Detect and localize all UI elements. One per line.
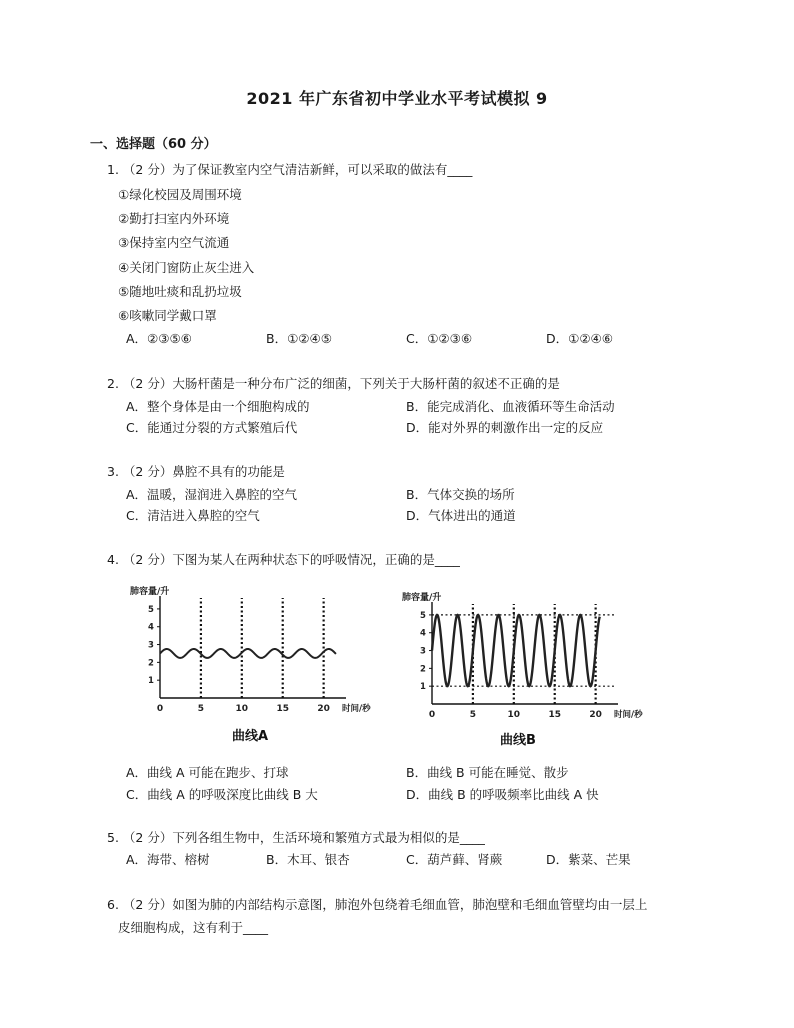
q1-option-d[interactable]: D．①②④⑥ bbox=[546, 331, 613, 346]
q1-item: ④关闭门窗防止灰尘进入 bbox=[118, 260, 255, 275]
y-tick-label: 5 bbox=[420, 610, 426, 621]
q5-option-c[interactable]: C．葫芦藓、肾蕨 bbox=[406, 852, 503, 867]
q4-stem: 4. （2 分）下图为某人在两种状态下的呼吸情况，正确的是____ bbox=[107, 552, 460, 567]
y-tick-label: 4 bbox=[148, 622, 154, 633]
y-tick-label: 5 bbox=[148, 604, 154, 615]
x-tick-label: 5 bbox=[197, 704, 205, 714]
section-heading: 一、选择题（60 分） bbox=[90, 137, 217, 152]
q1-item: ⑤随地吐痰和乱扔垃圾 bbox=[118, 284, 242, 299]
breathing-chart-b bbox=[402, 590, 643, 752]
q2-option-d[interactable]: D．能对外界的刺激作出一定的反应 bbox=[406, 420, 604, 435]
q3-option-c[interactable]: C．清洁进入鼻腔的空气 bbox=[126, 508, 260, 523]
q2-stem: 2. （2 分）大肠杆菌是一种分布广泛的细菌，下列关于大肠杆菌的叙述不正确的是 bbox=[107, 376, 560, 391]
y-tick-label: 3 bbox=[420, 646, 426, 657]
x-tick-label: 10 bbox=[235, 704, 249, 714]
q1-option-a[interactable]: A．②③⑤⑥ bbox=[126, 331, 192, 346]
q2-option-a[interactable]: A．整个身体是由一个细胞构成的 bbox=[126, 399, 310, 414]
q4-option-c[interactable]: C．曲线 A 的呼吸深度比曲线 B 大 bbox=[126, 787, 318, 802]
q5-stem: 5. （2 分）下列各组生物中，生活环境和繁殖方式最为相似的是____ bbox=[107, 830, 485, 845]
chart-title: 曲线A bbox=[231, 729, 269, 744]
q5-option-d[interactable]: D．紫菜、芒果 bbox=[546, 852, 631, 867]
y-tick-label: 2 bbox=[148, 658, 154, 669]
x-axis-label: 时间/秒 bbox=[342, 704, 371, 714]
q5-option-b[interactable]: B．木耳、银杏 bbox=[266, 852, 350, 867]
y-tick-label: 1 bbox=[148, 676, 154, 687]
q3-stem: 3. （2 分）鼻腔不具有的功能是 bbox=[107, 464, 285, 479]
q2-option-c[interactable]: C．能通过分裂的方式繁殖后代 bbox=[126, 420, 298, 435]
q1-item: ⑥咳嗽同学戴口罩 bbox=[118, 308, 217, 323]
q3-option-a[interactable]: A．温暖，湿润进入鼻腔的空气 bbox=[126, 487, 298, 502]
breathing-curve bbox=[160, 649, 336, 658]
x-tick-label: 20 bbox=[589, 710, 602, 720]
q6-stem-line2: 皮细胞构成，这有利于____ bbox=[118, 920, 269, 935]
y-tick-label: 2 bbox=[420, 664, 426, 675]
chart-title: 曲线B bbox=[500, 733, 536, 748]
q1-stem: 1. （2 分）为了保证教室内空气清洁新鲜，可以采取的做法有____ bbox=[107, 162, 473, 177]
q1-option-c[interactable]: C．①②③⑥ bbox=[406, 331, 473, 346]
breathing-chart-a bbox=[118, 582, 371, 750]
y-tick-label: 4 bbox=[420, 628, 426, 639]
q5-option-a[interactable]: A．海带、榕树 bbox=[126, 852, 210, 867]
q4-option-b[interactable]: B．曲线 B 可能在睡觉、散步 bbox=[406, 765, 569, 780]
q1-item: ③保持室内空气流通 bbox=[118, 235, 230, 250]
q1-option-b[interactable]: B．①②④⑤ bbox=[266, 331, 332, 346]
x-tick-label: 20 bbox=[317, 704, 330, 714]
q1-item: ①绿化校园及周围环境 bbox=[118, 187, 242, 202]
q3-option-d[interactable]: D．气体进出的通道 bbox=[406, 508, 516, 523]
q2-option-b[interactable]: B．能完成消化、血液循环等生命活动 bbox=[406, 399, 615, 414]
x-tick-label: 15 bbox=[548, 710, 561, 720]
q3-option-b[interactable]: B．气体交换的场所 bbox=[406, 487, 515, 502]
x-tick-label: 5 bbox=[469, 710, 477, 720]
q1-item: ②勤打扫室内外环境 bbox=[118, 211, 230, 226]
x-tick-label: 0 bbox=[156, 704, 164, 714]
y-axis-label: 肺容量/升 bbox=[402, 593, 442, 603]
y-tick-label: 3 bbox=[148, 640, 154, 651]
q4-option-d[interactable]: D．曲线 B 的呼吸频率比曲线 A 快 bbox=[406, 787, 599, 802]
y-tick-label: 1 bbox=[420, 682, 426, 693]
breathing-curve bbox=[432, 615, 600, 686]
q6-stem-line1: 6. （2 分）如图为肺的内部结构示意图，肺泡外包绕着毛细血管，肺泡壁和毛细血管壁均由一层上 bbox=[107, 897, 648, 912]
y-axis-label: 肺容量/升 bbox=[130, 587, 170, 597]
x-tick-label: 0 bbox=[428, 710, 436, 720]
x-tick-label: 10 bbox=[507, 710, 521, 720]
x-tick-label: 15 bbox=[276, 704, 289, 714]
page-title: 2021 年广东省初中学业水平考试模拟 9 bbox=[246, 89, 548, 108]
q4-option-a[interactable]: A．曲线 A 可能在跑步、打球 bbox=[126, 765, 289, 780]
x-axis-label: 时间/秒 bbox=[614, 710, 643, 720]
